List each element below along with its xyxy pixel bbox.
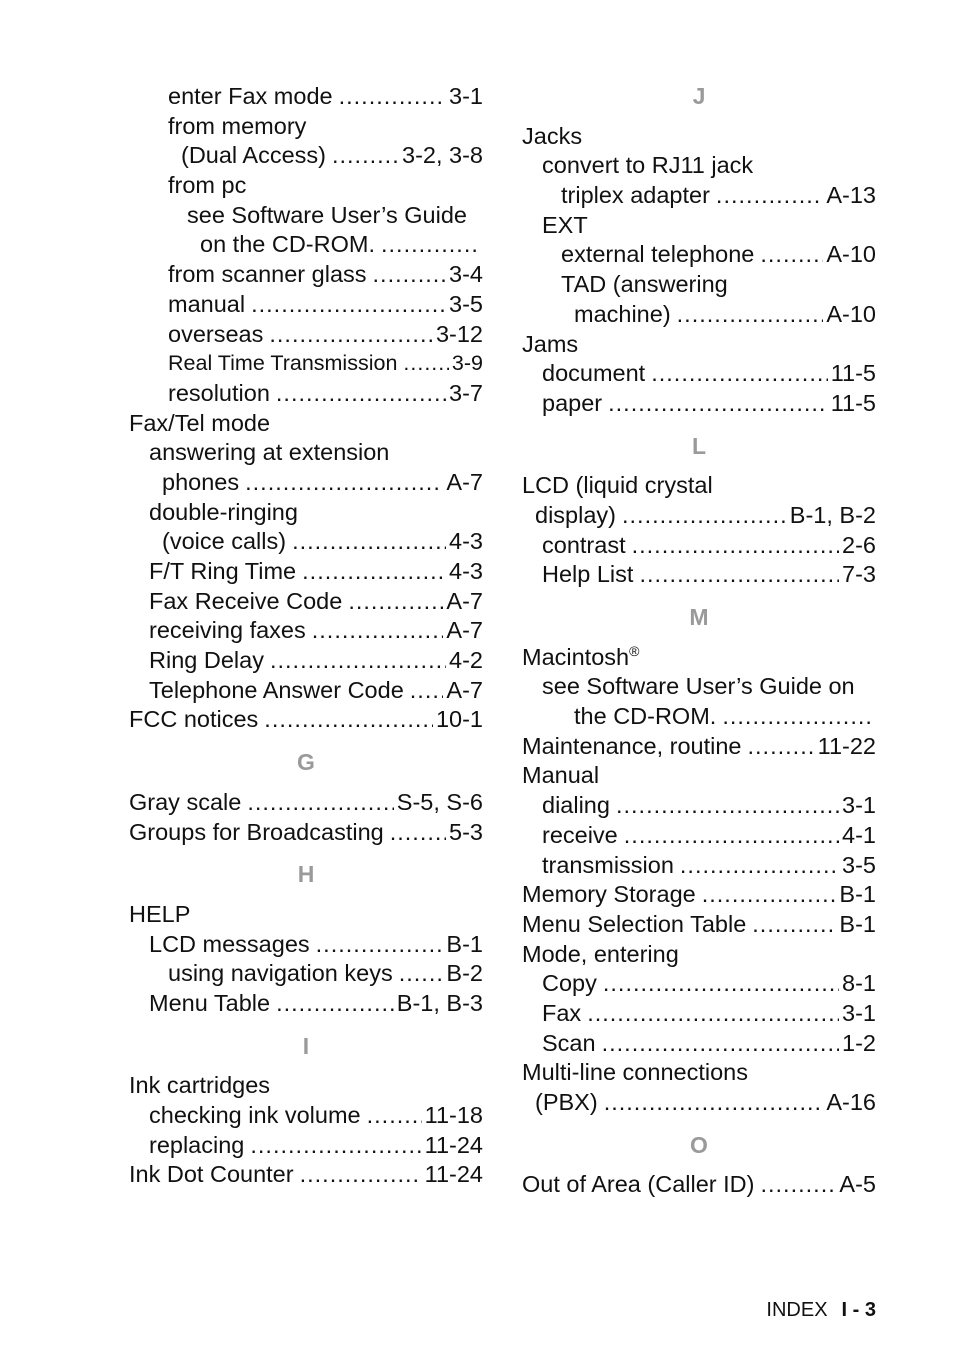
section-letter-i: I <box>302 1032 310 1059</box>
page-reference: 3-5 <box>842 851 876 878</box>
index-entry <box>522 531 876 561</box>
index-term-text: HELP <box>129 900 191 927</box>
index-term-text: LCD (liquid crystal <box>522 472 713 499</box>
page-reference: 11-18 <box>424 1102 483 1128</box>
index-entry <box>129 788 483 818</box>
page-reference: A-7 <box>446 587 483 614</box>
page-reference: 8-1 <box>842 970 876 997</box>
index-term-text: Ring Delay <box>149 647 264 674</box>
page-reference: S-5, S-6 <box>396 788 483 815</box>
dot-leader <box>348 587 443 617</box>
index-term <box>522 910 746 940</box>
index-entry <box>522 501 876 531</box>
page-reference: 3-12 <box>435 320 483 347</box>
index-term-text: Memory Storage <box>522 881 696 908</box>
index-term-text: external telephone <box>561 241 755 268</box>
index-term <box>522 1170 754 1200</box>
dot-leader <box>651 359 828 389</box>
index-entry <box>522 359 876 389</box>
index-term <box>149 1101 361 1131</box>
index-entry <box>522 270 876 300</box>
index-term-text: Groups for Broadcasting <box>129 818 384 845</box>
index-term-text: Gray scale <box>129 788 242 815</box>
index-column-right <box>522 82 876 1200</box>
index-entry <box>129 260 483 290</box>
index-term-text: replacing <box>149 1131 245 1158</box>
index-term <box>168 171 246 201</box>
dot-leader <box>251 290 446 320</box>
index-entry <box>129 141 483 171</box>
dot-leader <box>245 468 443 498</box>
index-entry <box>129 468 483 498</box>
index-term-text: Mode, entering <box>522 940 679 967</box>
index-entry <box>522 880 876 910</box>
dot-leader <box>292 527 446 557</box>
page-reference: 4-2 <box>449 647 483 674</box>
index-term-text: receiving faxes <box>149 617 306 644</box>
index-term <box>168 320 263 350</box>
dot-leader <box>332 141 399 171</box>
dot-leader <box>702 880 837 910</box>
dot-leader <box>604 1088 824 1118</box>
index-term-text: Jacks <box>522 122 583 149</box>
index-term <box>168 260 367 290</box>
page-reference: 11-24 <box>424 1161 483 1188</box>
page-reference: A-7 <box>446 676 483 703</box>
index-entry <box>129 379 483 409</box>
index-term-text: LCD messages <box>149 930 310 957</box>
index-term <box>149 1131 244 1161</box>
index-entry <box>129 498 483 528</box>
index-term-text: Manual <box>522 762 600 789</box>
dot-leader <box>410 676 444 706</box>
dot-leader <box>373 260 447 290</box>
index-term <box>542 359 645 389</box>
index-term-text: see Software User’s Guide on <box>542 673 855 700</box>
index-term <box>149 646 264 676</box>
page-reference: 4-3 <box>449 528 483 555</box>
index-term <box>149 557 296 587</box>
dot-leader <box>316 930 444 960</box>
index-term-text: double-ringing <box>149 498 298 525</box>
index-term <box>149 676 404 706</box>
index-entry <box>522 389 876 419</box>
index-term-text: resolution <box>168 379 270 406</box>
footer-page-number: I - 3 <box>841 1299 876 1321</box>
index-term-text: Scan <box>542 1029 596 1056</box>
index-entry <box>129 1071 483 1101</box>
index-entry <box>522 791 876 821</box>
index-term-text: Fax <box>542 999 582 1026</box>
index-term-text: overseas <box>168 320 264 347</box>
index-entry <box>522 1029 876 1059</box>
page-reference: 3-5 <box>449 290 483 317</box>
dot-leader <box>269 320 433 350</box>
index-entry <box>129 900 483 930</box>
index-entry <box>522 1088 876 1118</box>
index-term <box>542 560 633 590</box>
index-term <box>561 240 754 270</box>
page-reference: B-1, B-2 <box>789 501 876 528</box>
index-term <box>542 211 588 241</box>
page-reference: 10-1 <box>435 706 483 733</box>
dot-leader <box>381 230 480 260</box>
index-entry <box>129 676 483 706</box>
page-reference: A-7 <box>446 617 483 644</box>
dot-leader <box>403 349 449 379</box>
index-term-text: Menu Table <box>149 989 271 1016</box>
section-letter-g: G <box>297 749 315 776</box>
dot-leader <box>367 1101 422 1131</box>
index-term-text: receive <box>542 821 618 848</box>
index-entry <box>522 672 876 702</box>
index-term-text: contrast <box>542 531 626 558</box>
index-term-text: Ink cartridges <box>129 1072 271 1099</box>
index-term-text: phones <box>162 468 240 495</box>
index-term <box>129 705 258 735</box>
index-term <box>129 788 241 818</box>
section-letter-m: M <box>689 604 709 630</box>
dot-leader <box>587 999 839 1029</box>
page-reference: 3-1 <box>842 792 876 819</box>
page-reference: 1-2 <box>842 1029 876 1056</box>
dot-leader <box>247 788 393 818</box>
dot-leader <box>752 910 836 940</box>
page-reference: 5-3 <box>449 818 483 845</box>
index-term <box>542 672 855 702</box>
index-term <box>162 468 239 498</box>
dot-leader <box>622 501 787 531</box>
index-entry <box>129 82 483 112</box>
page-reference: 11-22 <box>817 732 876 759</box>
index-term <box>129 1071 270 1101</box>
index-term-text: document <box>542 360 646 387</box>
page-reference: A-10 <box>826 241 876 268</box>
index-entry <box>522 732 876 762</box>
index-term <box>522 732 741 762</box>
dot-leader <box>339 82 446 112</box>
index-entry <box>522 151 876 181</box>
page-reference: 3-2, 3-8 <box>402 142 483 169</box>
index-entry <box>129 616 483 646</box>
dot-leader <box>760 240 823 270</box>
index-entry <box>129 290 483 320</box>
dot-leader <box>276 989 394 1019</box>
index-entry <box>522 300 876 330</box>
index-term <box>129 900 190 930</box>
index-term-text: Help List <box>542 561 634 588</box>
index-term-text: Ink Dot Counter <box>129 1161 294 1188</box>
dot-leader <box>760 1170 836 1200</box>
dot-leader <box>722 702 873 732</box>
index-term <box>149 616 306 646</box>
index-term-text: Real Time Transmission <box>168 351 398 376</box>
index-term-text: machine) <box>574 300 671 327</box>
section-letter-j: J <box>692 83 706 109</box>
index-entry <box>522 330 876 360</box>
dot-leader <box>624 821 839 851</box>
index-term <box>149 587 342 617</box>
index-term <box>574 300 671 330</box>
page-reference: B-1 <box>446 930 483 957</box>
index-entry <box>129 930 483 960</box>
dot-leader <box>302 557 446 587</box>
index-term-text: Telephone Answer Code <box>149 676 404 703</box>
index-term <box>187 201 467 231</box>
index-term <box>149 989 270 1019</box>
page-reference: 7-3 <box>842 561 876 588</box>
section-letter-h: H <box>297 861 315 888</box>
index-term-text: transmission <box>542 851 674 878</box>
index-term-text: manual <box>168 290 246 317</box>
index-term-text: paper <box>542 389 603 416</box>
page-reference: 3-1 <box>842 999 876 1026</box>
index-term <box>129 1160 294 1190</box>
index-term <box>168 379 270 409</box>
index-term <box>535 1088 598 1118</box>
index-term-text: checking ink volume <box>149 1102 361 1128</box>
index-term-text: FCC notices <box>129 706 259 733</box>
index-entry <box>522 999 876 1029</box>
index-term <box>542 1029 596 1059</box>
index-term-text: display) <box>535 501 616 528</box>
dot-leader <box>399 959 444 989</box>
dot-leader <box>677 300 824 330</box>
index-term-text: Macintosh <box>522 643 630 670</box>
dot-leader <box>276 379 446 409</box>
index-entry <box>522 1170 876 1200</box>
page-reference: 2-6 <box>842 531 876 558</box>
index-entry <box>522 240 876 270</box>
index-term <box>168 349 397 379</box>
index-entry <box>129 646 483 676</box>
index-entry <box>129 438 483 468</box>
index-entry <box>522 821 876 851</box>
index-column-left <box>129 82 483 1190</box>
index-term <box>542 999 581 1029</box>
index-term <box>522 940 679 970</box>
index-entry <box>129 959 483 989</box>
index-entry <box>129 818 483 848</box>
index-entry <box>522 910 876 940</box>
index-term <box>162 527 286 557</box>
index-term <box>168 112 306 142</box>
index-term-text: triplex adapter <box>561 182 710 209</box>
index-entry <box>522 122 876 152</box>
index-entry <box>522 181 876 211</box>
index-term <box>168 290 245 320</box>
page-reference: B-2 <box>446 960 483 987</box>
index-term <box>561 181 710 211</box>
index-entry <box>522 1058 876 1088</box>
index-entry <box>522 940 876 970</box>
index-entry <box>129 409 483 439</box>
page-reference: A-7 <box>446 468 483 495</box>
page-reference: B-1 <box>839 910 876 937</box>
dot-leader <box>390 818 446 848</box>
dot-leader <box>603 969 839 999</box>
section-letter-o: O <box>690 1131 708 1158</box>
page-reference: 11-24 <box>424 1131 483 1158</box>
index-term <box>535 501 616 531</box>
index-term-text: EXT <box>542 211 588 238</box>
index-term-text: Jams <box>522 330 579 357</box>
page-reference: A-16 <box>826 1089 876 1115</box>
index-entry <box>129 705 483 735</box>
dot-leader <box>747 732 814 762</box>
section-letter-l: L <box>691 432 707 459</box>
index-term-text: from pc <box>168 172 247 199</box>
registered-mark: ® <box>629 642 640 659</box>
index-term-text: Maintenance, routine <box>522 732 742 759</box>
index-entry <box>522 702 876 732</box>
index-entry <box>522 211 876 241</box>
index-term-text: the CD-ROM. <box>574 703 717 730</box>
index-entry <box>129 171 483 201</box>
index-term-text: Fax Receive Code <box>149 587 343 614</box>
index-term <box>574 702 716 732</box>
dot-leader <box>300 1160 422 1190</box>
index-term-text: (Dual Access) <box>181 142 326 169</box>
index-entry <box>129 527 483 557</box>
index-term-text: using navigation keys <box>168 960 393 987</box>
index-term <box>522 122 582 152</box>
index-term-text: Out of Area (Caller ID) <box>522 1171 755 1198</box>
index-term <box>542 969 597 999</box>
index-entry <box>522 761 876 791</box>
page-reference: 3-9 <box>451 351 483 376</box>
index-term-text: on the CD-ROM. <box>200 231 375 258</box>
dot-leader <box>639 560 839 590</box>
index-term <box>522 471 713 501</box>
index-term-text: answering at extension <box>149 439 390 466</box>
index-entry <box>129 230 483 260</box>
index-entry <box>129 349 483 379</box>
index-term <box>522 1058 748 1088</box>
index-entry <box>129 112 483 142</box>
index-entry <box>522 643 876 673</box>
dot-leader <box>632 531 839 561</box>
dot-leader <box>680 851 839 881</box>
page-reference: 3-7 <box>449 379 483 406</box>
index-term <box>522 761 599 791</box>
index-entry <box>129 1131 483 1161</box>
footer-label: INDEX <box>766 1299 828 1321</box>
index-term-text: see Software User’s Guide <box>187 201 467 228</box>
dot-leader <box>312 616 444 646</box>
index-entry <box>129 587 483 617</box>
index-term <box>149 438 389 468</box>
index-entry <box>129 1160 483 1190</box>
index-term <box>522 643 639 673</box>
page-reference: 4-1 <box>842 821 876 848</box>
index-term-text: Copy <box>542 970 597 997</box>
dot-leader <box>608 389 828 419</box>
index-term <box>522 880 696 910</box>
page-reference: B-1, B-3 <box>396 989 483 1016</box>
index-term <box>542 151 753 181</box>
page-reference: 3-4 <box>449 261 483 288</box>
index-term <box>542 531 626 561</box>
index-entry <box>129 1101 483 1131</box>
dot-leader <box>250 1131 421 1161</box>
index-term <box>129 409 270 439</box>
index-entry <box>129 989 483 1019</box>
index-term <box>522 330 578 360</box>
dot-leader <box>264 705 433 735</box>
dot-leader <box>270 646 446 676</box>
index-term <box>542 791 610 821</box>
page-reference: 11-5 <box>830 389 876 416</box>
index-entry <box>522 471 876 501</box>
page-reference: B-1 <box>839 881 876 908</box>
page-reference: A-5 <box>839 1171 876 1198</box>
index-term <box>129 818 384 848</box>
index-term <box>561 270 728 300</box>
index-term-text: Menu Selection Table <box>522 910 747 937</box>
index-term <box>149 498 298 528</box>
index-term <box>542 851 674 881</box>
page-reference: 4-3 <box>449 558 483 584</box>
index-entry <box>129 201 483 231</box>
index-entry <box>522 969 876 999</box>
page-reference: 11-5 <box>830 360 876 387</box>
index-entry <box>129 320 483 350</box>
index-term <box>181 141 326 171</box>
index-term <box>542 389 602 419</box>
index-entry <box>129 557 483 587</box>
dot-leader <box>716 181 823 211</box>
index-term-text: TAD (answering <box>561 271 728 298</box>
page-footer <box>760 1299 876 1322</box>
page-reference: 3-1 <box>449 83 483 109</box>
index-term-text: dialing <box>542 792 610 819</box>
index-entry <box>522 851 876 881</box>
index-term-text: from scanner glass <box>168 261 367 288</box>
index-term-text: Fax/Tel mode <box>129 409 271 436</box>
index-term-text: F/T Ring Time <box>149 558 297 584</box>
index-term <box>168 82 333 112</box>
index-term <box>168 959 393 989</box>
index-term <box>200 230 375 260</box>
index-term-text: from memory <box>168 112 307 139</box>
page-reference: A-10 <box>826 300 876 327</box>
index-term-text: Multi-line connections <box>522 1059 748 1086</box>
index-entry <box>522 560 876 590</box>
page-reference: A-13 <box>826 182 876 209</box>
index-term-text: convert to RJ11 jack <box>542 152 754 179</box>
index-term-text: (PBX) <box>535 1089 598 1115</box>
dot-leader <box>602 1029 839 1059</box>
dot-leader <box>616 791 839 821</box>
index-term-text: (voice calls) <box>162 528 287 555</box>
index-term <box>542 821 618 851</box>
index-term-text: enter Fax mode <box>168 83 333 109</box>
index-term <box>149 930 310 960</box>
